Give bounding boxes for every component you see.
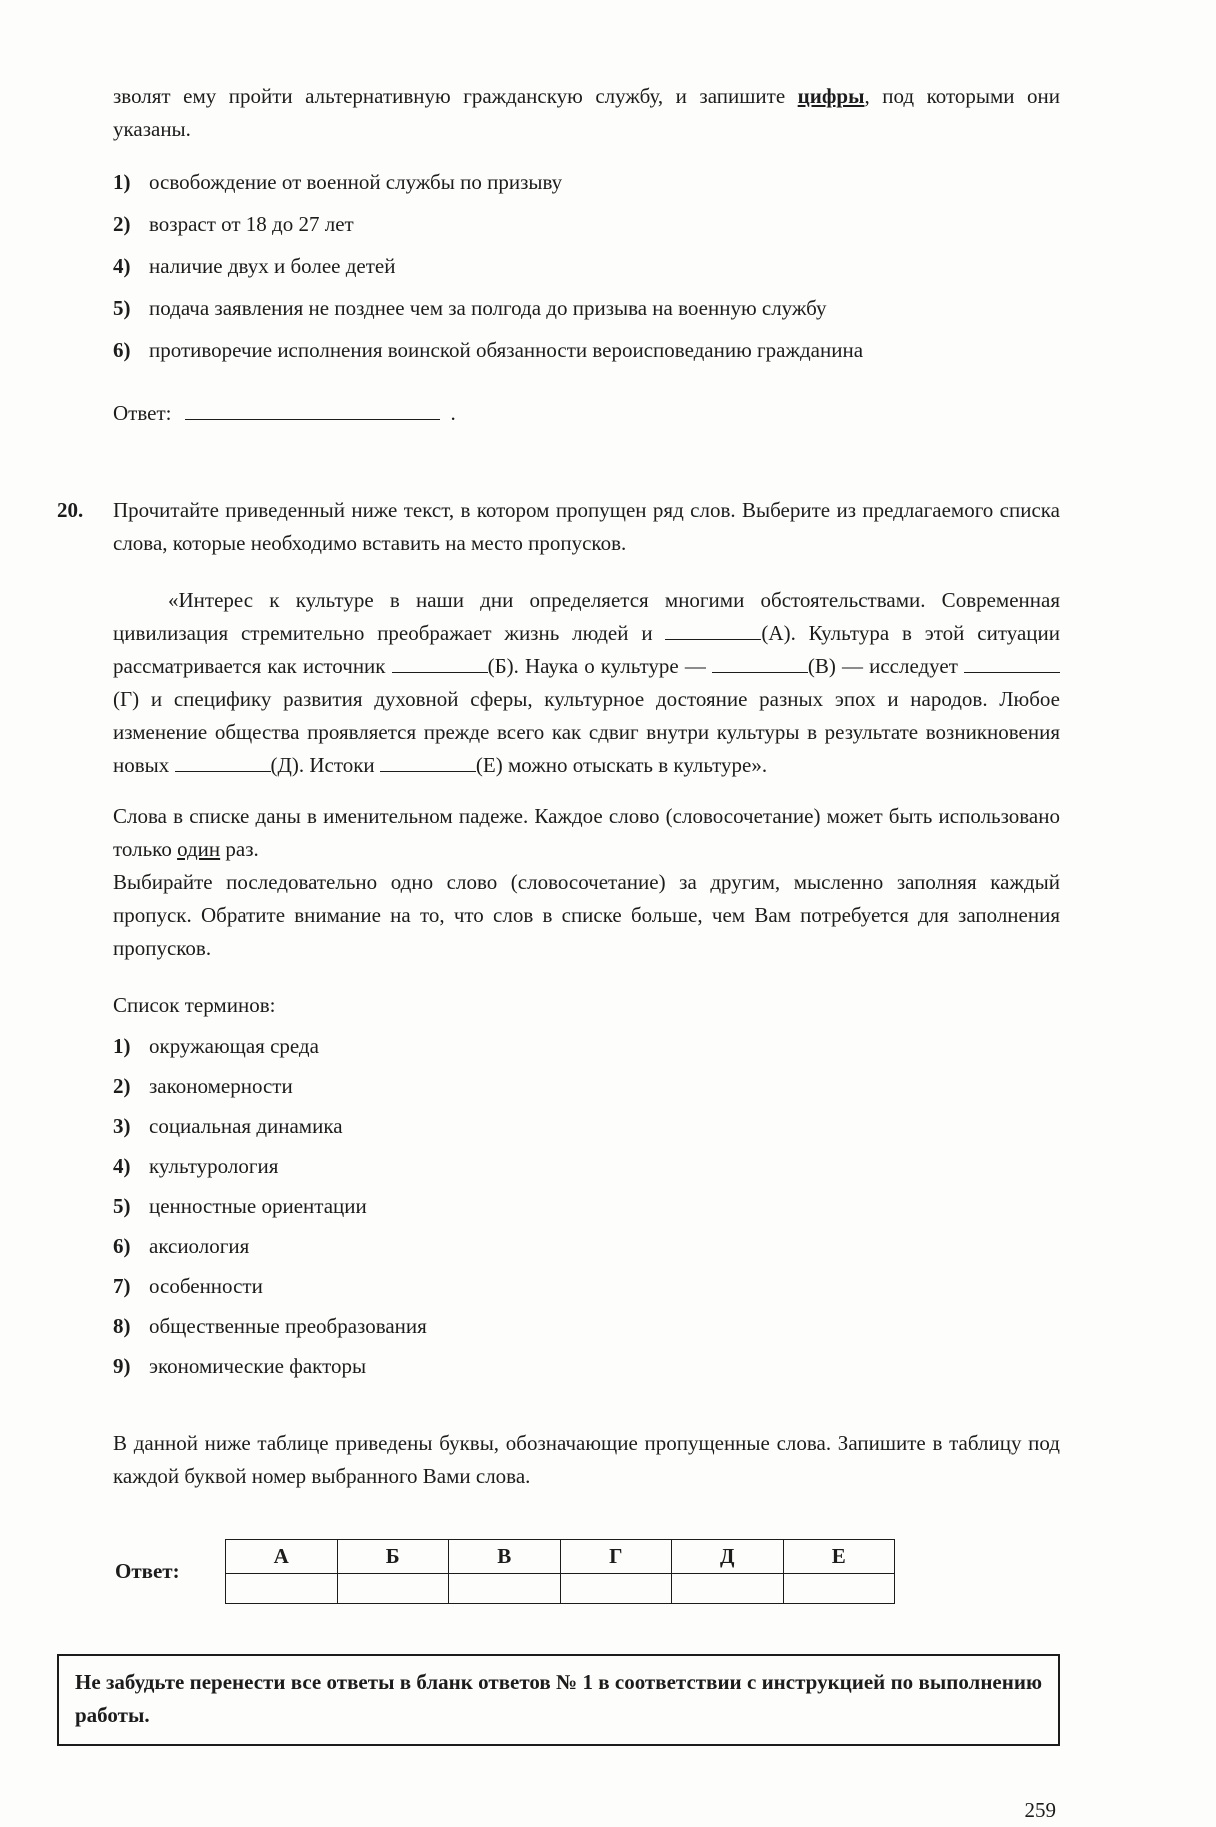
header-cell: В [449,1540,561,1574]
answer-cell [337,1574,449,1604]
answer-table-header-row [226,1540,895,1574]
term-text: закономерности [149,1074,293,1098]
term-number: 9) [113,1354,131,1378]
intro-text-pre: зволят ему пройти альтернативную гражданскую службу, и запишите [113,84,798,108]
term-number: 3) [113,1114,131,1138]
blank-label: (Б) [487,654,514,678]
term-number: 5) [113,1194,131,1218]
term-text: экономические факторы [149,1354,367,1378]
term-item [113,1190,1060,1223]
term-text: культурология [149,1154,279,1178]
question-20 [57,494,1060,1604]
passage-segment: . Наука о культуре — [513,654,712,678]
blank-line [964,672,1060,673]
list-item [113,208,1060,241]
passage-segment: и специфику развития духовной сферы, культурное достояние разных эпох и народов. Любое изменение общества проявляется прежде всего как сдвиг внутри культуры в результате возникновения новых [113,687,1060,777]
term-text: аксиология [149,1234,250,1258]
answer-line [113,397,1060,430]
term-text: социальная динамика [149,1114,343,1138]
blank-line [712,672,808,673]
header-cell: Б [337,1540,449,1574]
passage-segment: можно отыскать в культуре». [502,753,768,777]
term-number: 4) [113,1154,131,1178]
answer-cell [226,1574,338,1604]
passage-text [113,584,1060,782]
term-text: особенности [149,1274,263,1298]
term-item [113,1350,1060,1383]
note-usage [113,800,1060,866]
blank-label: (Д) [270,753,299,777]
page-number: 259 [1024,1798,1056,1822]
passage-segment: . Истоки [298,753,380,777]
terms-list-label: Список терминов: [113,993,276,1017]
header-cell: Д [672,1540,784,1574]
passage-segment: . Культура в этой ситуации рассматривается как источник [113,621,1060,678]
options-list [113,166,1060,367]
question-prompt: Прочитайте приведенный ниже текст, в котором пропущен ряд слов. Выберите из предлагаемого списка слова, которые необходимо вставить на место пропусков. [113,498,1060,555]
table-intro-text: В данной ниже таблице приведены буквы, обозначающие пропущенные слова. Запишите в таблицу под каждой буквой номер выбранного Вами слова. [113,1431,1060,1488]
note-instruction: Выбирайте последовательно одно слово (словосочетание) за другим, мысленно заполняя каждый пропуск. Обратите внимание на то, что слов в списке больше, чем Вам потребуется для заполнения пропусков. [113,870,1060,960]
header-cell: Г [560,1540,672,1574]
term-item [113,1150,1060,1183]
term-item [113,1030,1060,1063]
option-number: 5) [113,296,131,320]
term-item [113,1070,1060,1103]
answer-table-empty-row [226,1574,895,1604]
blank-label: (А) [761,621,791,645]
blank-label: (Г) [113,687,140,711]
option-number: 6) [113,338,131,362]
intro-text-post: , под которыми они указаны. [113,84,1060,141]
answer-cell [672,1574,784,1604]
intro-emphasized-word: цифры [797,84,865,108]
option-text: наличие двух и более детей [149,254,396,278]
answer-table-block [113,1539,1060,1604]
term-number: 6) [113,1234,131,1258]
blank-line [665,639,761,640]
notice-box: Не забудьте перенести все ответы в бланк ответов № 1 в соответствии с инструкцией по выполнению работы. [57,1654,1060,1746]
question-number: 20. [57,498,84,522]
term-item [113,1110,1060,1143]
header-cell: А [226,1540,338,1574]
intro-paragraph [113,80,1060,146]
option-number: 4) [113,254,131,278]
terms-list [113,1030,1060,1383]
passage-segment: «Интерес к культуре в наши дни определяется многими обстоятельствами. Современная цивилизация стремительно преображает жизнь людей и [113,588,1060,645]
answer-label: Ответ: [113,401,172,425]
answer-label: Ответ: [115,1559,180,1583]
note-text: Слова в списке даны в именительном падеже. Каждое слово (словосочетание) может быть использовано только [113,804,1060,861]
option-text: возраст от 18 до 27 лет [149,212,354,236]
answer-cell [449,1574,561,1604]
term-item [113,1270,1060,1303]
answer-cell [783,1574,895,1604]
term-item [113,1310,1060,1343]
option-text: освобождение от военной службы по призыву [149,170,563,194]
blank-line [175,771,271,772]
option-text: подача заявления не позднее чем за полгода до призыва на военную службу [149,296,827,320]
blank-label: (В) [807,654,836,678]
term-item [113,1230,1060,1263]
term-text: ценностные ориентации [149,1194,367,1218]
term-number: 7) [113,1274,131,1298]
blank-line [392,672,488,673]
term-number: 2) [113,1074,131,1098]
note-text: раз. [220,837,259,861]
option-text: противоречие исполнения воинской обязанности вероисповеданию гражданина [149,338,864,362]
header-cell: Е [783,1540,895,1574]
passage-segment: — исследует [835,654,964,678]
term-text: окружающая среда [149,1034,319,1058]
term-number: 1) [113,1034,131,1058]
blank-label: (Е) [475,753,503,777]
list-item [113,292,1060,325]
answer-table [225,1539,895,1604]
term-number: 8) [113,1314,131,1338]
answer-period: . [450,401,456,425]
option-number: 2) [113,212,131,236]
list-item [113,166,1060,199]
answer-blank-line [185,419,440,420]
note-underlined-word: один [177,837,221,861]
answer-cell [560,1574,672,1604]
option-number: 1) [113,170,131,194]
term-text: общественные преобразования [149,1314,427,1338]
list-item [113,334,1060,367]
list-item [113,250,1060,283]
blank-line [380,771,476,772]
